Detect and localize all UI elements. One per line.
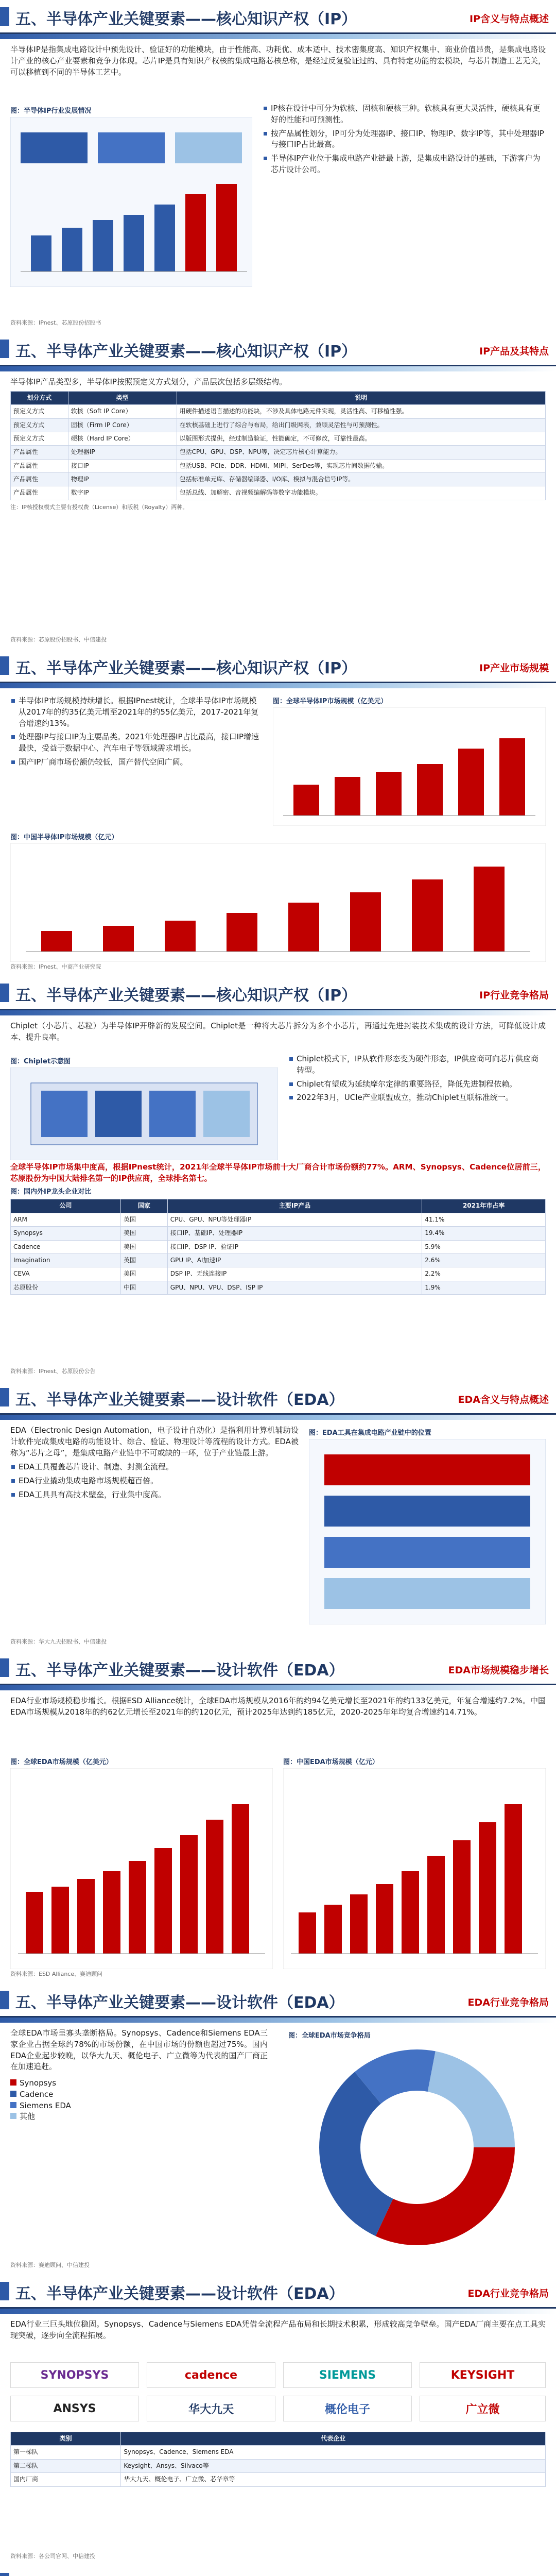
table-caption: 图：国内外IP龙头企业对比 <box>10 1188 92 1196</box>
slide-eda-players <box>0 2275 556 2563</box>
table-body <box>11 2446 546 2486</box>
table-body <box>11 405 546 500</box>
table-cell: 包括标准单元库、存储器编译器、I/O库、模拟与混合信号IP等。 <box>177 473 545 486</box>
bullet-item: 2022年3月，UCIe产业联盟成立，推动Chiplet互联标准统一。 <box>288 1092 546 1104</box>
chart-caption: 图：半导体IP行业发展情况 <box>10 107 92 115</box>
slide-title: 五、半导体产业关键要素——设计软件（EDA） <box>15 2285 344 2303</box>
bullet-item: Chiplet模式下，IP从软件形态变为硬件形态，IP供应商可向芯片供应商转型。 <box>288 1054 546 1076</box>
slide-body <box>10 2028 268 2123</box>
eda-share-donut <box>288 2042 546 2253</box>
slide-tag: IP产品及其特点 <box>479 346 549 357</box>
slide-sme-market <box>0 2566 556 2576</box>
paragraph: EDA（Electronic Design Automation，电子设计自动化）是指利用计算机辅助设计软件完成集成电路的功能设计、综合、验证、物理设计等流程的设计方式。EDA被称为“芯片之母”，是集成电路产业链中不可或缺的一环，位于产业链最上游。 <box>10 1426 299 1458</box>
bullet-list <box>288 1054 546 1104</box>
table-row <box>11 1253 546 1267</box>
slide-header <box>0 1381 556 1415</box>
slide-body <box>10 2319 546 2345</box>
header-accent <box>0 1388 9 1406</box>
table-cell: 硬核（Hard IP Core） <box>68 432 177 445</box>
slide-title: 五、半导体产业关键要素——设计软件（EDA） <box>15 1994 344 2012</box>
table-header-cell: 类别 <box>11 2432 121 2446</box>
source-note: 资料来源：IPnest、中商产业研究院 <box>10 963 101 970</box>
bullet-item: 国产IP厂商市场份额仍较低，国产替代空间广阔。 <box>10 757 263 768</box>
chiplet-diagram <box>10 1067 278 1160</box>
source-note: 资料来源：芯原股份招股书、中信建投 <box>10 636 107 643</box>
chiplet-figure <box>10 1054 278 1162</box>
slide-eda-competition <box>0 1984 556 2272</box>
slide-title <box>15 2572 346 2576</box>
source-note: 资料来源：IPnest、芯原股份公告 <box>10 1368 96 1375</box>
table-cell: 包括USB、PCIe、DDR、HDMI、MIPI、SerDes等，实现芯片间数据传输。 <box>177 459 545 472</box>
chart-block <box>288 2028 546 2255</box>
table-cell: 用硬件描述语言描述的功能块，不涉及具体电路元件实现，灵活性高、可移植性强。 <box>177 405 545 418</box>
chart-block <box>10 829 546 964</box>
slide-body <box>10 377 546 515</box>
chart-caption: 图：全球EDA市场竞争格局 <box>288 2032 371 2040</box>
global-eda-chart <box>10 1768 273 1969</box>
table-header-cell: 划分方式 <box>11 391 68 404</box>
slide-header <box>0 2275 556 2309</box>
slide-title: 五、半导体产业关键要素——核心知识产权（IP） <box>15 10 357 28</box>
paragraph: 全球EDA市场呈寡头垄断格局。Synopsys、Cadence和Siemens EDA三家企业占据全球约78%的市场份额，在中国市场的份额也超过75%。国内EDA企业起步较晚，以华大九天、概伦电子、广立微等为代表的国产厂商正在加速追赶。 <box>10 2028 268 2072</box>
table-cell: 物理IP <box>68 473 177 486</box>
slide-body <box>10 44 546 81</box>
slide-header <box>0 1651 556 1685</box>
chart-caption: 图：中国EDA市场规模（亿元） <box>283 1758 379 1766</box>
table-cell: 2.6% <box>422 1253 546 1267</box>
header-divider <box>0 366 556 371</box>
chart-caption: 图：Chiplet示意图 <box>10 1058 71 1065</box>
table-cell: CPU、GPU、NPU等处理器IP <box>167 1213 422 1226</box>
table-row <box>11 486 546 500</box>
bullet-item: Chiplet有望成为延续摩尔定律的重要路径，降低先进制程依赖。 <box>288 1079 546 1090</box>
table-row <box>11 2459 546 2472</box>
table-cell: GPU、NPU、VPU、DSP、ISP IP <box>167 1281 422 1294</box>
bullet-column <box>10 696 263 771</box>
paragraph: Chiplet（小芯片、芯粒）为半导体IP开辟新的发展空间。Chiplet是一种将大芯片拆分为多个小芯片，再通过先进封装技术集成的设计方法，可降低设计成本、提升良率。 <box>10 1021 546 1042</box>
table-row <box>11 446 546 459</box>
table-cell: 产品属性 <box>11 459 68 472</box>
slide-header <box>0 2566 556 2576</box>
table-cell: 美国 <box>120 1267 167 1281</box>
slide-header <box>0 649 556 683</box>
bullet-column <box>288 1054 546 1106</box>
table-cell: 英国 <box>120 1213 167 1226</box>
china-ip-chart <box>10 843 546 962</box>
bullet-item: EDA工具具有高技术壁垒，行业集中度高。 <box>10 1489 299 1501</box>
logo-synopsys: SYNOPSYS <box>10 2362 139 2388</box>
table-cell: 华大九天、概伦电子、广立微、芯华章等 <box>121 2473 546 2486</box>
slide-header <box>0 1984 556 2018</box>
source-note: 资料来源：各公司官网、中信建投 <box>10 2553 95 2560</box>
bullet-item: IP核在设计中可分为软核、固核和硬核三种。软核具有更大灵活性，硬核具有更好的性能和可预测性。 <box>263 103 546 126</box>
header-accent <box>0 656 9 675</box>
chart-caption: 图：中国半导体IP市场规模（亿元） <box>10 834 118 841</box>
slide-title: 五、半导体产业关键要素——核心知识产权（IP） <box>15 343 357 361</box>
table-cell: 英国 <box>120 1253 167 1267</box>
source-note: 资料来源：华大九天招股书、中信建投 <box>10 1638 107 1645</box>
global-ip-chart <box>273 707 546 826</box>
bullet-item: 按产品属性划分，IP可分为处理器IP、接口IP、物理IP、数字IP等，其中处理器IP与接口IP占比最高。 <box>263 128 546 151</box>
legend-item: Siemens EDA <box>10 2100 268 2112</box>
table-cell: 处理器IP <box>68 446 177 459</box>
table-cell: CEVA <box>11 1267 121 1281</box>
slide-title: 五、半导体产业关键要素——核心知识产权（IP） <box>15 987 357 1005</box>
slide-title: 五、半导体产业关键要素——设计软件（EDA） <box>15 1662 344 1680</box>
slide-tag: IP行业竞争格局 <box>479 990 549 1001</box>
table-cell: 中国 <box>120 1281 167 1294</box>
table-row <box>11 432 546 445</box>
table-cell: 美国 <box>120 1240 167 1253</box>
source-note: 资料来源：IPnest、芯原股份招股书 <box>10 319 101 326</box>
table-header-cell: 主要IP产品 <box>167 1199 422 1213</box>
slide-body <box>10 1425 299 1503</box>
table-cell: DSP IP、无线连接IP <box>167 1267 422 1281</box>
legend-item: Cadence <box>10 2089 268 2100</box>
header-divider <box>0 2309 556 2314</box>
table-row <box>11 2473 546 2486</box>
logo-ansys: ANSYS <box>10 2396 139 2421</box>
table-row <box>11 1267 546 1281</box>
table-cell: 第一梯队 <box>11 2446 121 2459</box>
table-cell: GPU IP、AI加速IP <box>167 1253 422 1267</box>
slide-title: 五、半导体产业关键要素——核心知识产权（IP） <box>15 659 357 677</box>
table-cell: 41.1% <box>422 1213 546 1226</box>
chart-block <box>10 1754 273 1971</box>
table-cell: 1.9% <box>422 1281 546 1294</box>
table-row <box>11 459 546 472</box>
table-cell: 产品属性 <box>11 473 68 486</box>
header-accent <box>0 1991 9 2009</box>
table-header-cell: 2021年市占率 <box>422 1199 546 1213</box>
slide-header <box>0 332 556 366</box>
chart-caption: 图：EDA工具在集成电路产业链中的位置 <box>309 1429 431 1437</box>
table-cell: 以版图形式提供，经过制造验证，性能确定，不可修改，可靠性最高。 <box>177 432 545 445</box>
table-cell: 预定义方式 <box>11 432 68 445</box>
table-header <box>11 1199 546 1213</box>
table-cell: 接口IP、DSP IP、验证IP <box>167 1240 422 1253</box>
table-row <box>11 2446 546 2459</box>
eda-chain-diagram <box>309 1439 546 1624</box>
chart-block <box>283 1754 546 1971</box>
slide-body <box>10 1162 546 1295</box>
header-divider <box>0 1685 556 1690</box>
table-cell: 2.2% <box>422 1267 546 1281</box>
flow-box <box>175 132 242 163</box>
slide-body <box>10 2432 546 2487</box>
table-row <box>11 1227 546 1240</box>
slide-tag: EDA市场规模稳步增长 <box>448 1665 549 1676</box>
table-cell: 国内厂商 <box>11 2473 121 2486</box>
table-body <box>11 1213 546 1294</box>
ip-vendor-table <box>10 1199 546 1295</box>
chart-block <box>273 693 546 828</box>
legend-item: 其他 <box>10 2111 268 2123</box>
table-note: 注：IP核授权模式主要有授权费（License）和版税（Royalty）两种。 <box>10 503 188 511</box>
header-divider <box>0 1415 556 1420</box>
header-divider <box>0 34 556 39</box>
logo-primarius: 概伦电子 <box>283 2396 412 2421</box>
bullet-list <box>10 1462 299 1500</box>
table-cell: 软核（Soft IP Core） <box>68 405 177 418</box>
ip-product-table <box>10 391 546 500</box>
logo-semitronix: 广立微 <box>420 2396 546 2421</box>
slide-body <box>10 1021 546 1046</box>
table-cell: 包括总线、加解密、音视频编解码等数字功能模块。 <box>177 486 545 500</box>
table-cell: 产品属性 <box>11 486 68 500</box>
slide-tag: IP含义与特点概述 <box>470 13 549 25</box>
slide-header <box>0 976 556 1010</box>
table-cell: 接口IP、基础IP、处理器IP <box>167 1227 422 1240</box>
table-header-cell: 代表企业 <box>121 2432 546 2446</box>
table-header <box>11 2432 546 2446</box>
table-row <box>11 1240 546 1253</box>
header-accent <box>0 1658 9 1677</box>
bullet-list <box>263 103 546 176</box>
table-header <box>11 391 546 404</box>
header-accent <box>0 7 9 26</box>
table-cell: Keysight、Ansys、Silvaco等 <box>121 2459 546 2472</box>
logo-siemens: SIEMENS <box>283 2362 412 2388</box>
table-cell: Synopsys <box>11 1227 121 1240</box>
table-row <box>11 1213 546 1226</box>
logo-cadence: cadence <box>147 2362 275 2388</box>
paragraph: EDA行业三巨头地位稳固。Synopsys、Cadence与Siemens EDA凭借全流程产品布局和长期技术积累，形成较高竞争壁垒。国产EDA厂商主要在点工具实现突破，逐步向全流程拓展。 <box>10 2319 546 2340</box>
bullet-item: EDA行业撬动集成电路市场规模超百倍。 <box>10 1476 299 1487</box>
paragraph: 半导体IP产品类型多，半导体IP按照预定义方式划分，产品层次包括多层级结构。 <box>10 377 287 386</box>
table-cell: 美国 <box>120 1227 167 1240</box>
slide-ip-market <box>0 649 556 974</box>
table-cell: 接口IP <box>68 459 177 472</box>
chart-block <box>309 1425 546 1626</box>
header-accent <box>0 2573 9 2576</box>
bullet-item: 处理器IP与接口IP为主要品类。2021年处理器IP占比最高，接口IP增速最快，受益于数据中心、汽车电子等领域需求增长。 <box>10 732 263 754</box>
header-accent <box>0 984 9 1002</box>
table-cell: Cadence <box>11 1240 121 1253</box>
header-divider <box>0 1010 556 1015</box>
bullet-item: 半导体IP市场规模持续增长。根据IPnest统计，全球半导体IP市场规模从2017年的约35亿美元增至2021年的约55亿美元，2017-2021年复合增速约13%。 <box>10 696 263 729</box>
slide-tag: EDA行业竞争格局 <box>467 1997 549 2008</box>
bullet-column <box>263 103 546 178</box>
eda-tier-table <box>10 2432 546 2487</box>
header-accent <box>0 340 9 358</box>
table-cell: 预定义方式 <box>11 405 68 418</box>
table-cell: 在软核基础上进行了综合与布局，给出门级网表，兼顾灵活性与可预测性。 <box>177 418 545 432</box>
ip-industry-chart <box>10 117 252 287</box>
table-row <box>11 418 546 432</box>
table-cell: Imagination <box>11 1253 121 1267</box>
slide-tag: IP产业市场规模 <box>479 663 549 674</box>
logo-empyrean: 华大九天 <box>147 2396 275 2421</box>
table-cell: 数字IP <box>68 486 177 500</box>
china-eda-chart <box>283 1768 546 1969</box>
chart-block <box>10 103 252 289</box>
slide-eda-overview <box>0 1381 556 1649</box>
legend-item: Synopsys <box>10 2078 268 2089</box>
flow-box <box>98 132 165 163</box>
slide-body <box>10 1696 546 1721</box>
chart-caption: 图：全球EDA市场规模（亿美元） <box>10 1758 113 1766</box>
slide-tag: EDA含义与特点概述 <box>458 1394 549 1405</box>
table-cell: 固核（Firm IP Core） <box>68 418 177 432</box>
highlight-paragraph: 全球半导体IP市场集中度高，根据IPnest统计，2021年全球半导体IP市场前十大厂商合计市场份额约77%。ARM、Synopsys、Cadence位居前三，芯原股份为中国大陆排名第一的IP供应商，全球排名第七。 <box>10 1162 546 1183</box>
table-header-cell: 类型 <box>68 391 177 404</box>
slide-title: 五、半导体产业关键要素——设计软件（EDA） <box>15 1391 344 1409</box>
table-row <box>11 1281 546 1294</box>
table-header-cell: 说明 <box>177 391 545 404</box>
logo-keysight: KEYSIGHT <box>420 2362 546 2388</box>
header-accent <box>0 2282 9 2300</box>
table-cell: 19.4% <box>422 1227 546 1240</box>
slide-ip-products <box>0 332 556 647</box>
table-cell: 第二梯队 <box>11 2459 121 2472</box>
table-header-cell: 国家 <box>120 1199 167 1213</box>
table-header-cell: 公司 <box>11 1199 121 1213</box>
table-cell: 产品属性 <box>11 446 68 459</box>
table-cell: 预定义方式 <box>11 418 68 432</box>
slide-ip-overview <box>0 0 556 330</box>
table-cell: 包括CPU、GPU、DSP、NPU等，决定芯片核心计算能力。 <box>177 446 545 459</box>
source-note: 资料来源：赛迪顾问、中信建投 <box>10 2262 90 2268</box>
slide-eda-market <box>0 1651 556 1981</box>
header-divider <box>0 2018 556 2023</box>
bullet-item: EDA工具覆盖芯片设计、制造、封测全流程。 <box>10 1462 299 1473</box>
header-divider <box>0 683 556 688</box>
table-cell: 芯原股份 <box>11 1281 121 1294</box>
legend <box>10 2078 268 2123</box>
table-row <box>11 405 546 418</box>
slide-header <box>0 0 556 34</box>
table-cell: 5.9% <box>422 1240 546 1253</box>
table-cell: ARM <box>11 1213 121 1226</box>
bullet-list <box>10 696 263 768</box>
table-cell: Synopsys、Cadence、Siemens EDA <box>121 2446 546 2459</box>
slide-tag: EDA行业竞争格局 <box>467 2288 549 2299</box>
paragraph: EDA行业市场规模稳步增长。根据ESD Alliance统计，全球EDA市场规模从2016年的约94亿美元增长至2021年的约133亿美元，年复合增速约7.2%。中国EDA市场规模从2018年的约62亿元增长至2021年的约120亿元，预计2025年达到约185亿元，2020-2025年年均复合增速约14.71%。 <box>10 1696 546 1717</box>
slide-ip-competition <box>0 976 556 1378</box>
paragraph: 半导体IP是指集成电路设计中预先设计、验证好的功能模块，由于性能高、功耗优、成本适中、技术密集度高、知识产权集中、商业价值昂贵，是集成电路设计产业的核心产业要素和竞争力体现。芯片IP是具有知识产权核的集成电路芯核总称，是经过反复验证过的、具有特定功能的宏模块，与芯片制造工艺无关，可以移植到不同的半导体工艺中。 <box>10 45 546 77</box>
table-row <box>11 473 546 486</box>
chart-caption: 图：全球半导体IP市场规模（亿美元） <box>273 698 388 705</box>
flow-box <box>21 132 88 163</box>
bullet-item: 半导体IP产业位于集成电路产业链最上游，是集成电路设计的基础，下游客户为芯片设计公司。 <box>263 153 546 176</box>
source-note: 资料来源：ESD Alliance、赛迪顾问 <box>10 1971 103 1977</box>
